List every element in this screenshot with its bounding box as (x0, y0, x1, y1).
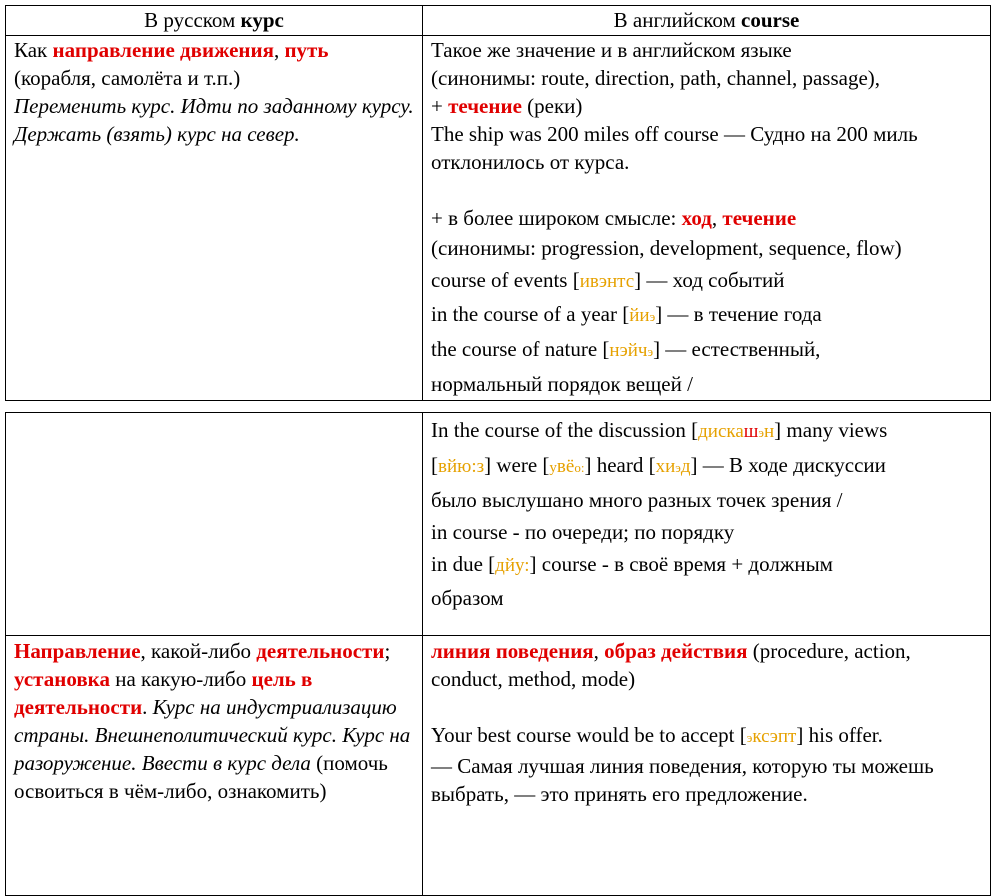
table-row (6, 636, 991, 896)
text: хи (655, 456, 676, 477)
row1-ru-example: Переменить курс. Идти по заданному курсу. Держать (взять) курс на север. (14, 94, 414, 146)
row3-ru-cell (6, 636, 423, 896)
table-row (6, 36, 991, 401)
text: ] — в течение года (655, 302, 822, 326)
text: Как (14, 38, 53, 62)
header-en-prefix: В английском (613, 8, 742, 32)
row1-ru-cell (6, 36, 423, 401)
text: д (680, 456, 691, 477)
text: нэйч (609, 340, 648, 361)
text: ] his offer. (796, 723, 883, 747)
text: , (711, 206, 723, 230)
line: (синонимы: route, direction, path, channel, passage), (431, 66, 881, 90)
text: э (649, 309, 656, 324)
line (431, 298, 982, 333)
header-ru (6, 6, 423, 36)
transcription: дйу: (495, 555, 530, 576)
text: (procedure, action, conduct, method, mode) (431, 639, 911, 691)
line (431, 414, 982, 449)
text: + (431, 94, 449, 118)
text: , какой-либо (140, 639, 257, 663)
highlight: Направление (14, 639, 141, 663)
text: course of events [ (431, 268, 580, 292)
row1-ru-note: (корабля, самолёта и т.п.) (14, 66, 241, 90)
spacer (431, 176, 982, 204)
transcription (549, 456, 584, 477)
text: Your best course would be to accept [ (431, 723, 747, 747)
highlight: направление движения (52, 38, 274, 62)
transcription (609, 340, 653, 361)
text: in due [ (431, 552, 496, 576)
text: , (593, 639, 605, 663)
highlight: установка (14, 667, 110, 691)
text: ] — ход событий (634, 268, 785, 292)
text: ] were [ (484, 453, 550, 477)
text: + в более широком смысле: (431, 206, 682, 230)
header-row (6, 6, 991, 36)
text: диска (698, 421, 744, 442)
row2-ru-cell (6, 413, 423, 636)
line: [вйю:з] were [увёо:] heard [хиэд] — В ходе дискуссии (431, 453, 886, 477)
text: вё (556, 456, 575, 477)
text: (реки) (521, 94, 583, 118)
line (431, 264, 982, 298)
text: э (758, 425, 764, 440)
header-en (423, 6, 991, 36)
transcription: вйю:з (438, 456, 485, 477)
text: на какую-либо (109, 667, 252, 691)
line: Такое же значение и в английском языке (431, 38, 792, 62)
text: . (142, 695, 153, 719)
line: — Самая лучшая линия поведения, которую ты можешь выбрать, — это принять его предложение. (431, 754, 934, 806)
text: ] — естественный, (653, 337, 821, 361)
line: образом (431, 586, 504, 610)
text: (помочь освоиться в чём-либо, ознакомить) (14, 751, 388, 803)
row2-en-cell (423, 413, 991, 636)
header-ru-word: курс (240, 8, 284, 32)
header-ru-prefix: В русском (144, 8, 241, 32)
text: йи (629, 305, 650, 326)
highlight: линия поведения (431, 639, 594, 663)
line: in course - по очереди; по порядку (431, 520, 735, 544)
text: ] course - в своё время + должным (529, 552, 833, 576)
header-en-word: course (741, 8, 800, 32)
text: the course of nature [ (431, 337, 610, 361)
spacer (431, 693, 982, 721)
line: (синонимы: progression, development, sequence, flow) (431, 236, 902, 260)
transcription (747, 726, 797, 747)
text: ] heard [ (584, 453, 656, 477)
course-table-top (5, 5, 991, 401)
transcription (629, 305, 655, 326)
example: Курс на индустриализацию страны. Внешнеполитический курс. Курс на разоружение. Ввести в курс дела (14, 695, 411, 775)
text: э (675, 460, 681, 475)
text: ] many views (774, 418, 888, 442)
row1-en-cell (423, 36, 991, 401)
text: н (764, 421, 775, 442)
line (431, 92, 982, 120)
text: ш (743, 421, 759, 442)
line: было выслушано много разных точек зрения / (431, 488, 843, 512)
text: у (549, 460, 557, 476)
highlight: течение (448, 94, 522, 118)
row3-en-cell (423, 636, 991, 896)
highlight: путь (284, 38, 329, 62)
highlight: деятельности (256, 639, 385, 663)
line (431, 637, 982, 693)
row3-ru-def (14, 637, 414, 805)
line (431, 721, 982, 752)
highlight: течение (722, 206, 797, 230)
transcription (656, 456, 691, 477)
line: The ship was 200 miles off course — Судно на 200 миль отклонилось от курса. (431, 122, 918, 174)
text: ; (384, 639, 391, 663)
text: о: (574, 460, 585, 475)
text: э (647, 344, 654, 359)
course-table-bottom (5, 412, 991, 896)
text: э (746, 730, 753, 745)
highlight: ход (681, 206, 712, 230)
line (431, 548, 982, 582)
text: , (273, 38, 285, 62)
text: ксэпт (752, 726, 797, 747)
transcription (698, 421, 774, 442)
text: in the course of a year [ (431, 302, 630, 326)
row1-ru-def (14, 36, 414, 64)
line (431, 333, 982, 368)
line: нормальный порядок вещей / (431, 372, 693, 396)
line (431, 204, 982, 232)
text: ] — В ходе дискуссии (690, 453, 886, 477)
transcription: ивэнтс (579, 271, 635, 292)
text: In the course of the discussion [ (431, 418, 699, 442)
table-row (6, 413, 991, 636)
highlight: цель в деятельности (14, 667, 313, 719)
highlight: образ действия (604, 639, 748, 663)
